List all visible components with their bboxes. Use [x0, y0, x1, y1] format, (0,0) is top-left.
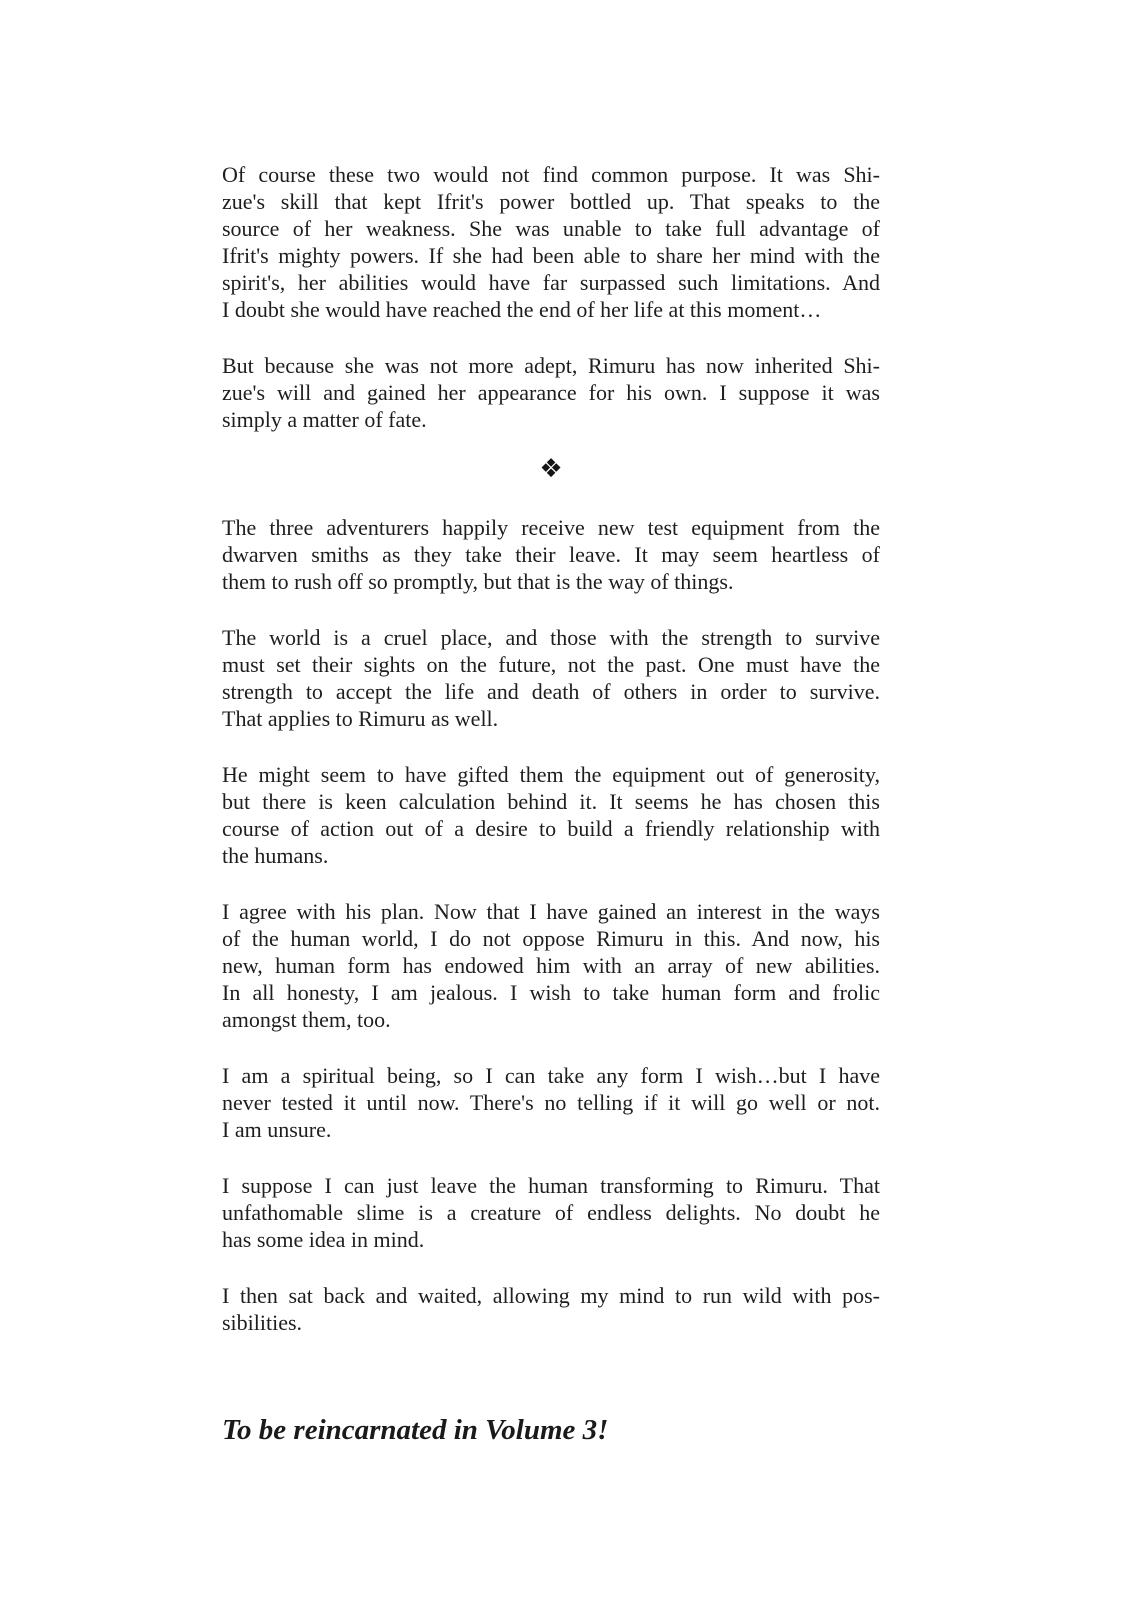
text-line: spirit's, her abilities would have far surpassed such limitations. And	[222, 270, 880, 295]
paragraph	[222, 1062, 880, 1143]
page-text-block	[222, 161, 880, 1448]
closing-line: To be reincarnated in Volume 3!	[222, 1414, 609, 1446]
text-line: amongst them, too.	[222, 1007, 391, 1032]
text-line: I then sat back and waited, allowing my mind to run wild with pos-	[222, 1283, 880, 1308]
text-line: source of her weakness. She was unable to take full advantage of	[222, 216, 880, 241]
text-line: never tested it until now. There's no telling if it will go well or not.	[222, 1090, 880, 1115]
text-line: strength to accept the life and death of others in order to survive.	[222, 679, 880, 704]
text-line: unfathomable slime is a creature of endless delights. No doubt he	[222, 1200, 880, 1225]
paragraphs-after-divider	[222, 514, 880, 1336]
text-line: The three adventurers happily receive new test equipment from the	[222, 515, 880, 540]
text-line: has some idea in mind.	[222, 1227, 425, 1252]
text-line: must set their sights on the future, not the past. One must have the	[222, 652, 880, 677]
text-line: The world is a cruel place, and those with the strength to survive	[222, 625, 880, 650]
text-line: He might seem to have gifted them the equipment out of generosity,	[222, 762, 880, 787]
text-line: them to rush off so promptly, but that is the way of things.	[222, 569, 734, 594]
paragraph	[222, 514, 880, 595]
text-line: But because she was not more adept, Rimuru has now inherited Shi-	[222, 353, 880, 378]
section-divider-ornament: ❖	[539, 454, 563, 484]
paragraph	[222, 1172, 880, 1253]
text-line: I doubt she would have reached the end of her life at this moment…	[222, 297, 822, 322]
text-line: That applies to Rimuru as well.	[222, 706, 499, 731]
text-line: course of action out of a desire to build a friendly relationship with	[222, 816, 880, 841]
text-line: dwarven smiths as they take their leave. It may seem heartless of	[222, 542, 880, 567]
text-line: In all honesty, I am jealous. I wish to take human form and frolic	[222, 980, 880, 1005]
paragraph	[222, 761, 880, 869]
paragraph	[222, 1282, 880, 1336]
paragraphs-before-divider	[222, 161, 880, 433]
text-line: sibilities.	[222, 1310, 303, 1335]
text-line: of the human world, I do not oppose Rimuru in this. And now, his	[222, 926, 880, 951]
paragraph	[222, 624, 880, 732]
text-line: the humans.	[222, 843, 329, 868]
paragraph	[222, 898, 880, 1033]
text-line: but there is keen calculation behind it. It seems he has chosen this	[222, 789, 880, 814]
text-line: zue's will and gained her appearance for his own. I suppose it was	[222, 380, 880, 405]
text-line: I am a spiritual being, so I can take any form I wish…but I have	[222, 1063, 880, 1088]
text-line: I agree with his plan. Now that I have gained an interest in the ways	[222, 899, 880, 924]
text-line: I suppose I can just leave the human transforming to Rimuru. That	[222, 1173, 880, 1198]
text-line: new, human form has endowed him with an array of new abilities.	[222, 953, 880, 978]
text-line: zue's skill that kept Ifrit's power bottled up. That speaks to the	[222, 189, 880, 214]
paragraph	[222, 161, 880, 323]
text-line: Ifrit's mighty powers. If she had been able to share her mind with the	[222, 243, 880, 268]
text-line: simply a matter of fate.	[222, 407, 427, 432]
paragraph	[222, 352, 880, 433]
text-line: I am unsure.	[222, 1117, 332, 1142]
text-line: Of course these two would not find common purpose. It was Shi-	[222, 162, 880, 187]
